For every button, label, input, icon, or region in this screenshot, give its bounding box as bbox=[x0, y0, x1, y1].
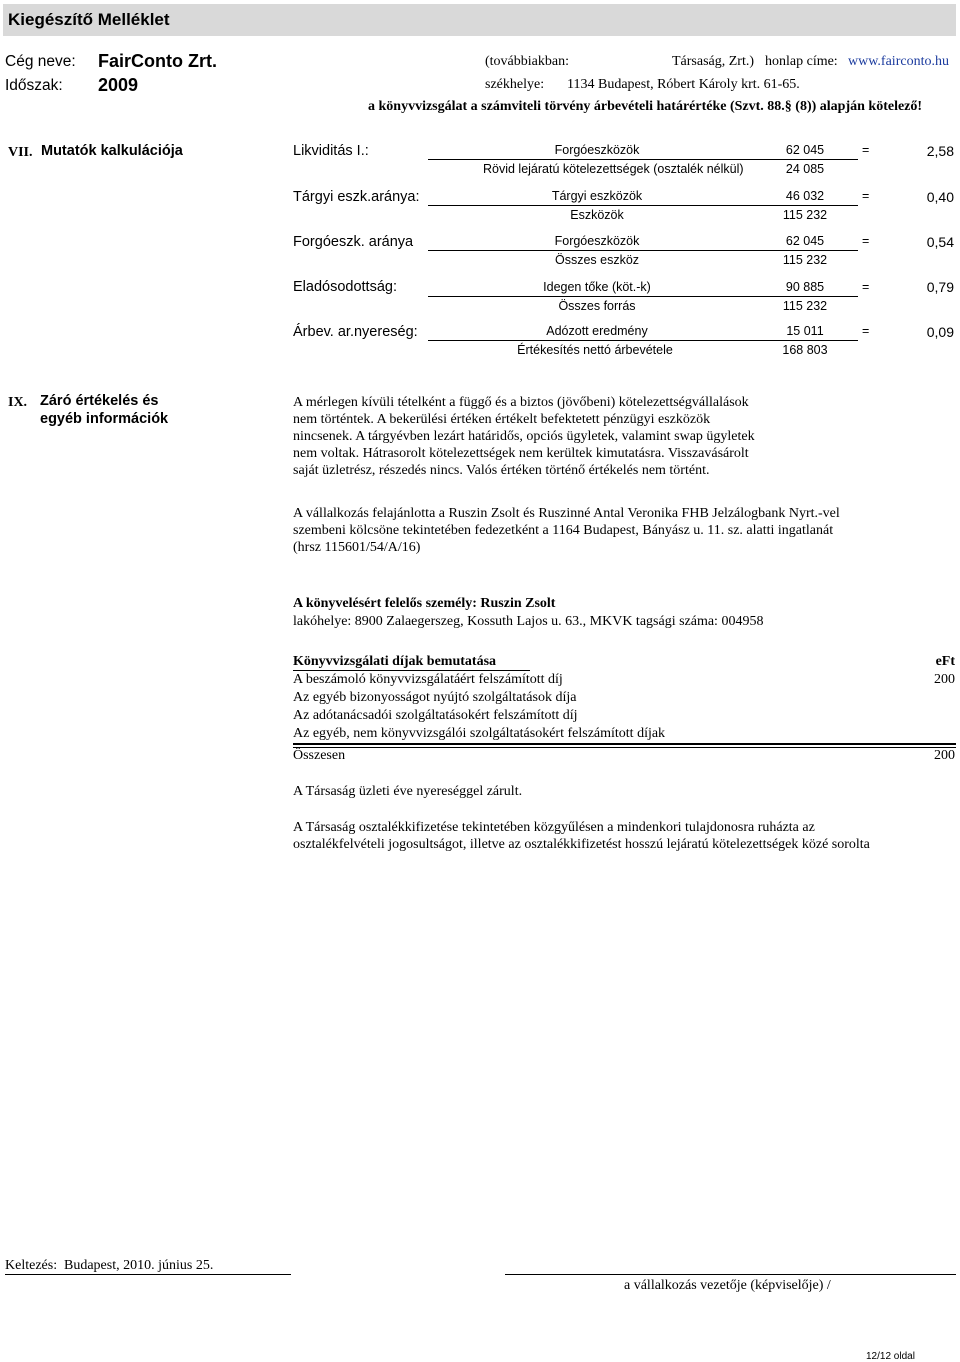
ratio-result: 0,79 bbox=[926, 279, 954, 295]
ratio-result: 0,54 bbox=[926, 234, 954, 250]
seat-label: székhelye: bbox=[485, 77, 545, 92]
fees-unit: eFt bbox=[935, 654, 955, 669]
website-link[interactable]: www.fairconto.hu bbox=[848, 54, 949, 69]
ratio-result: 2,58 bbox=[926, 143, 954, 159]
seat-value: 1134 Budapest, Róbert Károly krt. 61-65. bbox=[567, 77, 800, 92]
fee-row-value: 200 bbox=[934, 672, 955, 687]
ratio-label: Árbev. ar.nyereség: bbox=[293, 324, 418, 340]
ratio-numerator: Idegen tőke (köt.-k) bbox=[543, 280, 651, 294]
fee-row-label: Az egyéb, nem könyvvizsgálói szolgáltatásokért felszámított díjak bbox=[293, 726, 666, 741]
equals-sign: = bbox=[862, 143, 870, 157]
accountant-address: lakóhelye: 8900 Zalaegerszeg, Kossuth Lajos u. 63., MKVK tagsági száma: 004958 bbox=[293, 614, 764, 629]
paragraph-line: A vállalkozás felajánlotta a Ruszin Zsolt és Ruszinné Antal Veronika FHB Jelzálogbank Nyrt.-vel bbox=[293, 506, 840, 521]
section-ix-number: IX. bbox=[8, 395, 28, 410]
document-title: Kiegészítő Melléklet bbox=[8, 10, 170, 29]
fees-total-value: 200 bbox=[934, 748, 955, 763]
ratio-result: 0,09 bbox=[926, 324, 954, 340]
date-value: Budapest, 2010. június 25. bbox=[64, 1258, 214, 1273]
paragraph-line: osztalékfelvételi jogosultságot, illetve az osztalékkifizetést hosszú lejáratú kötelezettségek közé sorolta bbox=[293, 837, 870, 852]
ratio-denominator: Összes forrás bbox=[558, 299, 636, 313]
ratio-denominator: Összes eszköz bbox=[554, 253, 640, 267]
section-vii-number: VII. bbox=[8, 145, 33, 160]
paragraph-line: szembeni kölcsöne tekintetében fedezetként a 1164 Budapest, Bányász u. 11. sz. alatti ingatlanát bbox=[293, 523, 834, 538]
hereafter-label: (továbbiakban: bbox=[485, 54, 569, 69]
ratio-num-value: 46 032 bbox=[785, 189, 825, 203]
fraction-line bbox=[428, 205, 858, 206]
period-value: 2009 bbox=[98, 75, 139, 95]
fee-row-label: A beszámoló könyvvizsgálatáért felszámított díj bbox=[293, 672, 563, 687]
website-label: honlap címe: bbox=[765, 54, 838, 69]
paragraph-line: A Társaság osztalékkifizetése tekintetében közgyűlésen a mindenkori tulajdonosra ruházta az bbox=[293, 820, 815, 835]
ratio-num-value: 15 011 bbox=[786, 324, 824, 338]
ratio-label: Forgóeszk. aránya bbox=[293, 234, 414, 250]
ratio-den-value: 115 232 bbox=[782, 253, 828, 267]
paragraph-line: nem történtek. A bekerülési értéken értékelt befektetett pénzügyi eszközök bbox=[293, 412, 711, 427]
ratio-den-value: 115 232 bbox=[782, 299, 828, 313]
ratio-num-value: 62 045 bbox=[785, 143, 825, 157]
section-vii-title: Mutatók kalkulációja bbox=[41, 143, 183, 159]
dividend-paragraph bbox=[293, 819, 870, 853]
paragraph-line: nem voltak. Hátrasorolt kötelezettségek nem kerültek kimutatásra. Visszavásárolt bbox=[293, 446, 749, 461]
company-label: Cég neve: bbox=[5, 53, 76, 70]
off-balance-paragraph bbox=[293, 394, 755, 479]
ratio-num-value: 90 885 bbox=[785, 280, 825, 294]
fees-title: Könyvvizsgálati díjak bemutatása bbox=[293, 654, 497, 669]
accountant-title: A könyvelésért felelős személy: Ruszin Zsolt bbox=[293, 596, 556, 611]
signature-line bbox=[505, 1274, 956, 1275]
ratio-numerator: Forgóeszközök bbox=[554, 143, 640, 157]
ratio-numerator: Tárgyi eszközök bbox=[551, 189, 643, 203]
ratio-numerator: Adózott eredmény bbox=[546, 324, 648, 338]
ratio-numerator: Forgóeszközök bbox=[554, 234, 640, 248]
equals-sign: = bbox=[862, 324, 870, 338]
fraction-line bbox=[428, 296, 858, 297]
ratio-den-value: 24 085 bbox=[785, 162, 825, 176]
fees-double-rule-top bbox=[293, 743, 956, 745]
ratio-label: Tárgyi eszk.aránya: bbox=[293, 189, 420, 205]
paragraph-line: saját üzletrész, részedés nincs. Valós értéken történő értékelés nem történt. bbox=[293, 463, 710, 478]
hereafter-value: Társaság, Zrt.) bbox=[672, 54, 755, 69]
fraction-line bbox=[428, 250, 858, 251]
ratio-denominator: Értékesítés nettó árbevétele bbox=[517, 343, 673, 357]
ratio-num-value: 62 045 bbox=[785, 234, 825, 248]
date-label: Keltezés: bbox=[5, 1258, 58, 1273]
audit-note: a könyvvizsgálat a számviteli törvény árbevételi határértéke (Szvt. 88.§ (8)) alapján kötelező! bbox=[368, 99, 923, 114]
fees-double-rule-bottom bbox=[293, 747, 956, 748]
section-ix-title-line2: egyéb információk bbox=[40, 411, 169, 427]
title-bar bbox=[3, 4, 956, 36]
page-number: 12/12 oldal bbox=[866, 1351, 915, 1362]
equals-sign: = bbox=[862, 280, 870, 294]
paragraph-line: A mérlegen kívüli tételként a függő és a biztos (jövőbeni) kötelezettségvállalások bbox=[293, 395, 749, 410]
section-ix-title-line1: Záró értékelés és bbox=[40, 393, 159, 409]
ratio-denominator: Rövid lejáratú kötelezettségek (osztalék nélkül) bbox=[483, 162, 744, 176]
ratio-den-value: 168 803 bbox=[782, 343, 828, 357]
ratio-label: Likviditás I.: bbox=[293, 143, 369, 159]
ratio-label: Eladósodottság: bbox=[293, 279, 397, 295]
company-name: FairConto Zrt. bbox=[98, 51, 217, 71]
equals-sign: = bbox=[862, 189, 870, 203]
collateral-paragraph bbox=[293, 505, 840, 556]
fraction-line bbox=[428, 159, 858, 160]
fraction-line bbox=[428, 340, 858, 341]
signature-caption: a vállalkozás vezetője (képviselője) / bbox=[624, 1278, 831, 1293]
fees-title-underline bbox=[293, 670, 530, 671]
date-underline bbox=[5, 1274, 291, 1275]
paragraph-line: (hrsz 115601/54/A/16) bbox=[293, 540, 421, 555]
ratio-denominator: Eszközök bbox=[570, 208, 624, 222]
ratio-result: 0,40 bbox=[926, 189, 954, 205]
profit-note: A Társaság üzleti éve nyereséggel zárult. bbox=[293, 784, 523, 799]
fee-row-label: Az egyéb bizonyosságot nyújtó szolgáltatások díja bbox=[293, 690, 577, 705]
fee-row-label: Az adótanácsadói szolgáltatásokért felszámított díj bbox=[293, 708, 578, 723]
paragraph-line: nincsenek. A tárgyévben lezárt határidős, opciós ügyletek, valamint swap ügyletek bbox=[293, 429, 755, 444]
ratio-den-value: 115 232 bbox=[782, 208, 828, 222]
equals-sign: = bbox=[862, 234, 870, 248]
fees-total-label: Összesen bbox=[293, 748, 346, 763]
period-label: Időszak: bbox=[5, 77, 63, 94]
